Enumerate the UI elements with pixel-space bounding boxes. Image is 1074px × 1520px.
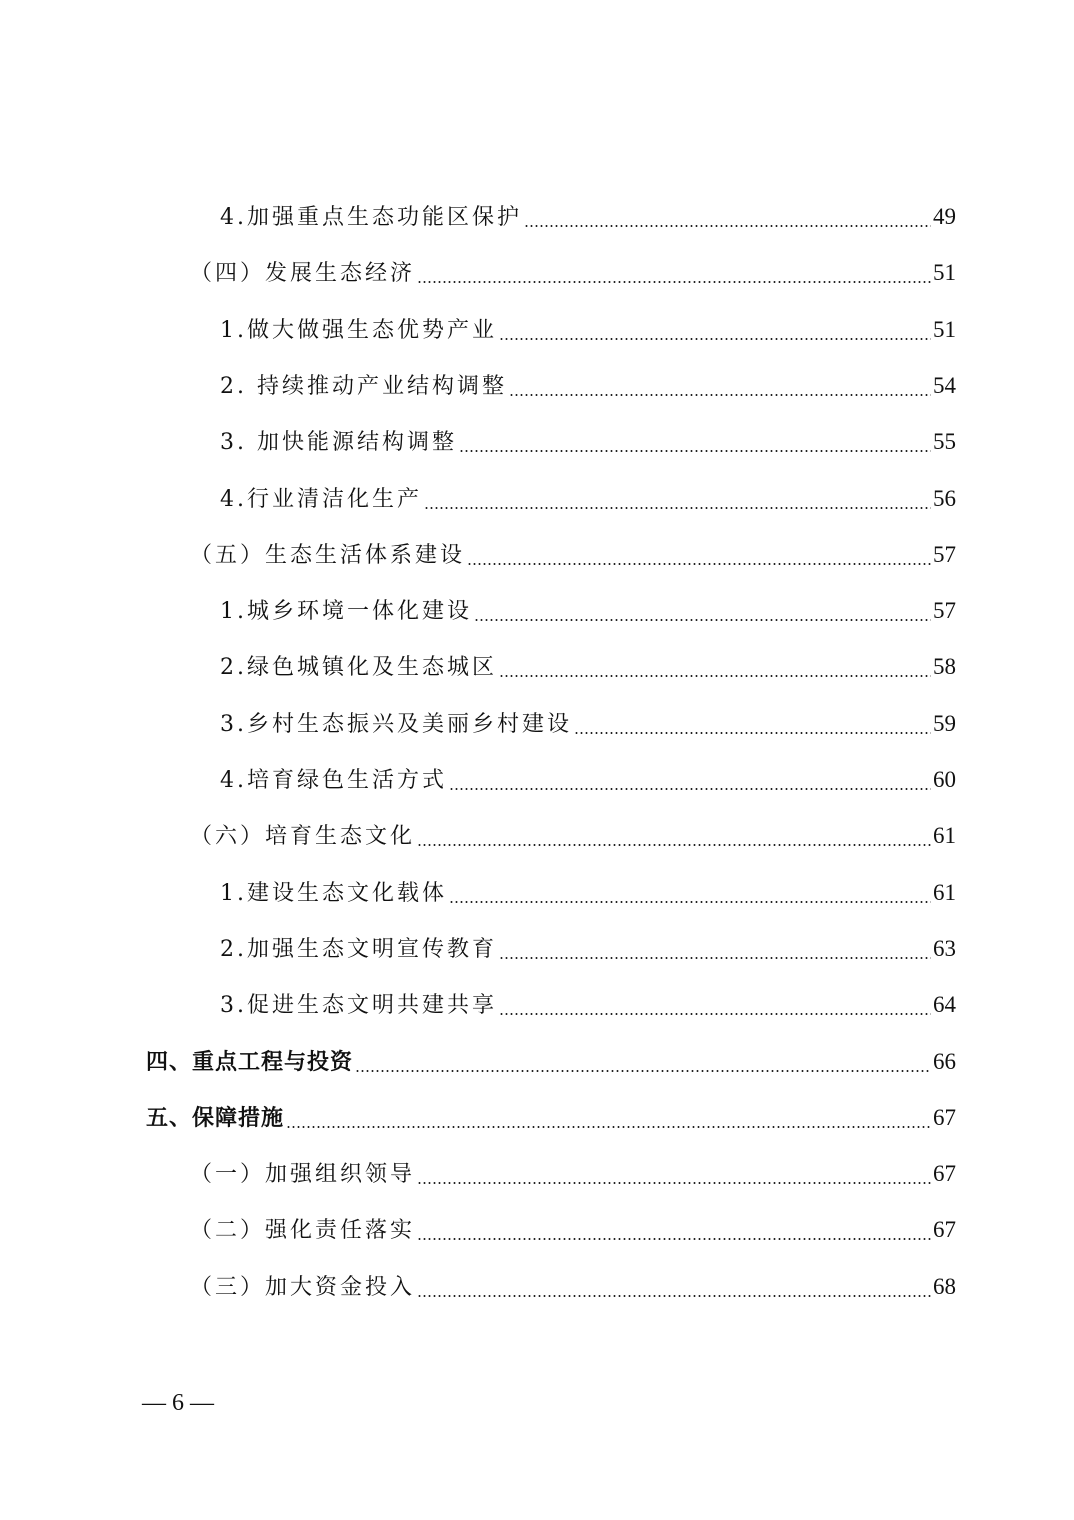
toc-entry-page-number: 51 — [933, 317, 956, 342]
toc-entry-content — [220, 647, 956, 687]
dot-leader — [524, 225, 931, 227]
toc-entry[interactable] — [0, 535, 1074, 575]
toc-entry-page-number: 51 — [933, 260, 956, 285]
toc-entry-title: 1.建设生态文化载体 — [220, 881, 447, 906]
toc-entry[interactable] — [0, 929, 1074, 969]
toc-entry-title: （四）发展生态经济 — [190, 261, 416, 286]
toc-entry-content — [190, 253, 956, 293]
toc-entry-page-number: 57 — [933, 598, 956, 623]
toc-entry-page-number: 54 — [933, 373, 956, 398]
toc-entry-title: 1.做大做强生态优势产业 — [220, 318, 497, 343]
toc-entry-page-number: 63 — [933, 936, 956, 961]
toc-entry[interactable] — [0, 310, 1074, 350]
toc-entry-title: 四、重点工程与投资 — [146, 1049, 354, 1075]
toc-entry[interactable] — [0, 816, 1074, 856]
toc-entry-content — [146, 1042, 956, 1082]
toc-entry-content — [146, 1098, 956, 1138]
dot-leader — [417, 281, 931, 283]
toc-entry-content — [220, 985, 956, 1025]
toc-entry-page-number: 64 — [933, 992, 956, 1017]
toc-entry[interactable] — [0, 253, 1074, 293]
toc-entry[interactable] — [0, 1098, 1074, 1138]
toc-entry-title: 1.城乡环境一体化建设 — [220, 599, 472, 624]
dot-leader — [449, 901, 931, 903]
toc-entry-content — [220, 310, 956, 350]
toc-entry-title: 2.加强生态文明宣传教育 — [220, 937, 497, 962]
dot-leader — [459, 450, 931, 452]
toc-entry-content — [220, 929, 956, 969]
toc-entry-title: 3.乡村生态振兴及美丽乡村建设 — [220, 712, 572, 737]
toc-entry-title: （五）生态生活体系建设 — [190, 543, 466, 568]
toc-entry-content — [220, 873, 956, 913]
toc-entry-title: （六）培育生态文化 — [190, 824, 416, 849]
toc-entry-title: （三）加大资金投入 — [190, 1275, 416, 1300]
dot-leader — [474, 619, 931, 621]
dot-leader — [499, 1013, 931, 1015]
toc-entry[interactable] — [0, 873, 1074, 913]
dot-leader — [467, 563, 931, 565]
toc-entry-content — [220, 760, 956, 800]
toc-entry[interactable] — [0, 1267, 1074, 1307]
toc-entry-page-number: 56 — [933, 486, 956, 511]
toc-entry-content — [220, 591, 956, 631]
toc-entry-page-number: 68 — [933, 1274, 956, 1299]
toc-entry[interactable] — [0, 479, 1074, 519]
toc-entry-content — [220, 197, 956, 237]
toc-entry-title: （二）强化责任落实 — [190, 1218, 416, 1243]
toc-entry[interactable] — [0, 760, 1074, 800]
toc-entry[interactable] — [0, 366, 1074, 406]
toc-entry[interactable] — [0, 1154, 1074, 1194]
toc-entry-content — [190, 535, 956, 575]
toc-entry-content — [220, 366, 956, 406]
dot-leader — [417, 1182, 931, 1184]
dot-leader — [417, 1295, 931, 1297]
dot-leader — [574, 732, 931, 734]
toc-entry-page-number: 67 — [933, 1217, 956, 1242]
toc-entry[interactable] — [0, 422, 1074, 462]
toc-entry-title: 4.行业清洁化生产 — [220, 487, 422, 512]
toc-entry[interactable] — [0, 704, 1074, 744]
toc-entry-content — [190, 816, 956, 856]
toc-entry[interactable] — [0, 985, 1074, 1025]
toc-entry-title: 3.促进生态文明共建共享 — [220, 993, 497, 1018]
toc-entry[interactable] — [0, 1042, 1074, 1082]
toc-entry-content — [220, 479, 956, 519]
toc-entry-page-number: 49 — [933, 204, 956, 229]
toc-entry-page-number: 58 — [933, 654, 956, 679]
toc-entry-title: 五、保障措施 — [146, 1105, 285, 1131]
dot-leader — [417, 844, 931, 846]
toc-entry[interactable] — [0, 1210, 1074, 1250]
toc-entry-page-number: 60 — [933, 767, 956, 792]
dot-leader — [509, 394, 931, 396]
toc-entry-title: 2. 持续推动产业结构调整 — [220, 374, 507, 399]
dot-leader — [499, 338, 931, 340]
toc-entry-content — [220, 422, 956, 462]
toc-entry[interactable] — [0, 591, 1074, 631]
toc-entry-title: 2.绿色城镇化及生态城区 — [220, 655, 497, 680]
toc-entry-page-number: 67 — [933, 1161, 956, 1186]
toc-entry-title: （一）加强组织领导 — [190, 1162, 416, 1187]
dot-leader — [499, 675, 931, 677]
page-number: — 6 — — [142, 1390, 214, 1416]
toc-entry-content — [190, 1267, 956, 1307]
toc-entry-content — [190, 1210, 956, 1250]
toc-entry-page-number: 67 — [933, 1105, 956, 1130]
dot-leader — [355, 1070, 931, 1072]
toc-entry-page-number: 57 — [933, 542, 956, 567]
dot-leader — [499, 957, 931, 959]
toc-entry[interactable] — [0, 647, 1074, 687]
dot-leader — [286, 1126, 931, 1128]
toc-entry[interactable] — [0, 197, 1074, 237]
toc-entry-content — [190, 1154, 956, 1194]
toc-entry-page-number: 61 — [933, 880, 956, 905]
dot-leader — [424, 507, 931, 509]
toc-entry-title: 3. 加快能源结构调整 — [220, 430, 457, 455]
toc-entry-page-number: 59 — [933, 711, 956, 736]
toc-entry-title: 4.加强重点生态功能区保护 — [220, 205, 522, 230]
toc-entry-content — [220, 704, 956, 744]
toc-entry-page-number: 55 — [933, 429, 956, 454]
toc-entry-page-number: 61 — [933, 823, 956, 848]
toc-entry-title: 4.培育绿色生活方式 — [220, 768, 447, 793]
toc-entry-page-number: 66 — [933, 1049, 956, 1074]
dot-leader — [449, 788, 931, 790]
dot-leader — [417, 1238, 931, 1240]
